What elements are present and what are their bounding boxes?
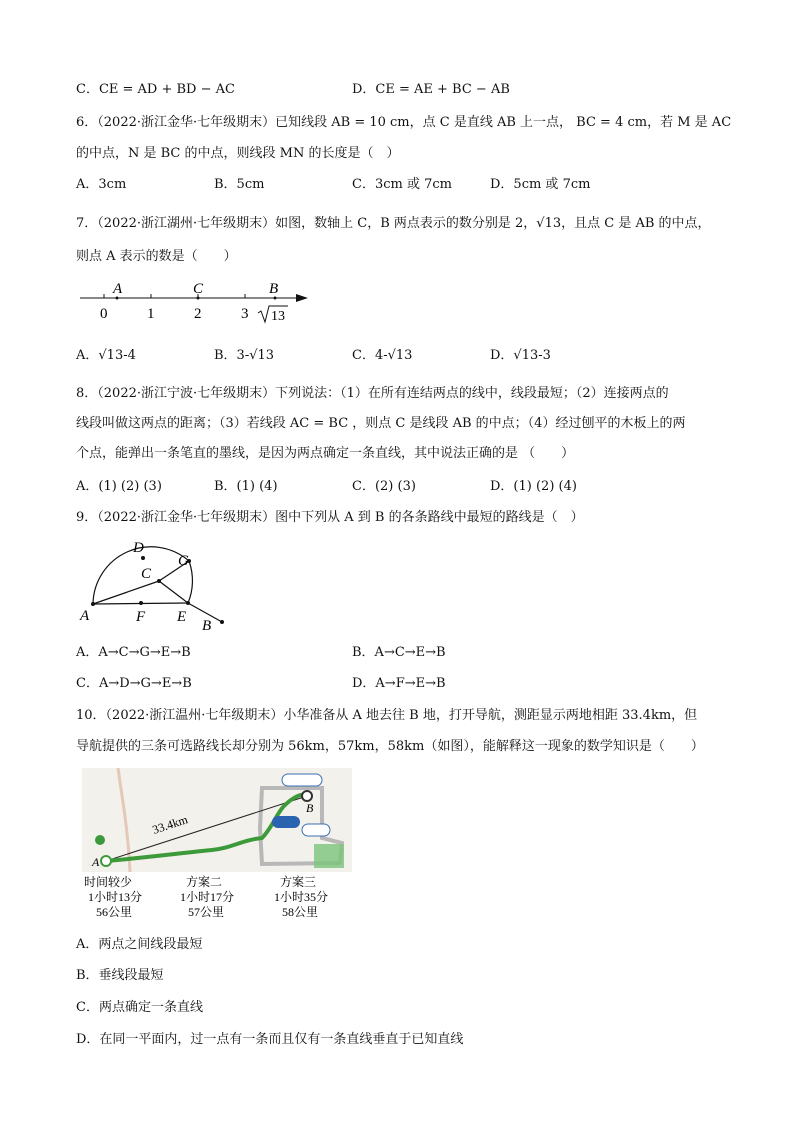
route-1-name: 时间较少 (84, 875, 133, 889)
q6-stem-line2: 的中点，N 是 BC 的中点，则线段 MN 的长度是（ ） (76, 146, 400, 161)
label-f: F (136, 609, 146, 625)
route-2-time: 1小时17分 (180, 890, 235, 904)
route-diagram (76, 534, 246, 634)
route-3-time: 1小时35分 (274, 890, 329, 904)
label-d: D (133, 540, 144, 556)
q8-option-d: D．(1) (2) (4) (490, 479, 577, 494)
label-c: C (193, 281, 204, 297)
label-a: A (80, 608, 90, 624)
q5-option-d: D．CE = AE + BC − AB (352, 82, 510, 97)
q7-option-c: C．4-√13 (352, 348, 413, 363)
label-a: A (113, 281, 123, 297)
q7-option-b: B．3-√13 (214, 348, 275, 363)
q9-stem-line1: 9．（2022·浙江金华·七年级期末）图中下列从 A 到 B 的各条路线中最短的路线是（ ） (76, 510, 584, 525)
q9-option-c: C．A→D→G→E→B (76, 676, 192, 691)
route-1-time: 1小时13分 (88, 890, 143, 904)
q10-option-c: C．两点确定一条直线 (76, 1000, 203, 1015)
distance-label: 33.4km (150, 812, 190, 837)
q7-stem-line2: 则点 A 表示的数是（ ） (76, 249, 237, 264)
q6-option-b: B．5cm (214, 177, 265, 192)
navigation-map (82, 768, 352, 926)
q7-option-d: D．√13-3 (490, 348, 551, 363)
label-c: C (141, 566, 152, 582)
q6-stem-line1: 6．（2022·浙江金华·七年级期末）已知线段 AB = 10 cm，点 C 是直线 AB 上一点， BC = 4 cm，若 M 是 AC (76, 115, 732, 130)
q6-option-c: C．3cm 或 7cm (352, 177, 452, 192)
q5-option-c: C．CE = AD + BD − AC (76, 82, 235, 97)
q7-option-a: A．√13-4 (76, 348, 136, 363)
q10-option-b: B．垂线段最短 (76, 968, 164, 983)
q10-stem-line1: 10．（2022·浙江温州·七年级期末）小华准备从 A 地去往 B 地，打开导航，测距显示两地相距 33.4km，但 (76, 708, 698, 723)
tick-3: 3 (241, 306, 249, 322)
q8-option-b: B．(1) (4) (214, 479, 278, 494)
route-3-dist: 58公里 (282, 905, 319, 919)
q8-stem-line2: 线段叫做这两点的距离；（3）若线段 AC = BC ，则点 C 是线段 AB 的中点；（4）经过刨平的木板上的两 (76, 416, 686, 431)
q10-option-d: D．在同一平面内，过一点有一条而且仅有一条直线垂直于已知直线 (76, 1032, 464, 1047)
map-label-a: A (92, 855, 100, 869)
q10-option-a: A．两点之间线段最短 (76, 937, 203, 952)
route-2-name: 方案二 (186, 875, 223, 889)
q8-option-a: A．(1) (2) (3) (76, 479, 162, 494)
q10-stem-line2: 导航提供的三条可选路线长却分别为 56km，57km，58km（如图），能解释这一现象的数学知识是（ ） (76, 739, 704, 754)
q9-option-a: A．A→C→G→E→B (76, 645, 191, 660)
q8-option-c: C．(2) (3) (352, 479, 416, 494)
label-g: G (178, 553, 189, 569)
tick-sqrt13: 13 (271, 309, 285, 324)
number-line-figure (76, 276, 316, 328)
q9-option-b: B．A→C→E→B (352, 645, 446, 660)
label-e: E (177, 609, 187, 625)
q8-stem-line1: 8．（2022·浙江宁波·七年级期末）下列说法：（1）在所有连结两点的线中，线段最短；（2）连接两点的 (76, 386, 669, 401)
q8-stem-line3: 个点，能弹出一条笔直的墨线，是因为两点确定一条直线，其中说法正确的是 （ ） (76, 446, 575, 461)
tick-0: 0 (100, 306, 108, 322)
route-3-name: 方案三 (280, 875, 317, 889)
route-1-dist: 56公里 (96, 905, 133, 919)
q6-option-a: A．3cm (76, 177, 127, 192)
route-2-dist: 57公里 (188, 905, 225, 919)
tick-1: 1 (147, 306, 155, 322)
label-b: B (269, 281, 279, 297)
q6-option-d: D．5cm 或 7cm (490, 177, 591, 192)
tick-2: 2 (194, 306, 202, 322)
map-label-b: B (306, 801, 314, 815)
label-b: B (202, 618, 212, 634)
q7-stem-line1: 7．（2022·浙江湖州·七年级期末）如图，数轴上 C，B 两点表示的数分别是 2，√13，且点 C 是 AB 的中点， (76, 216, 711, 231)
q9-option-d: D．A→F→E→B (352, 676, 446, 691)
